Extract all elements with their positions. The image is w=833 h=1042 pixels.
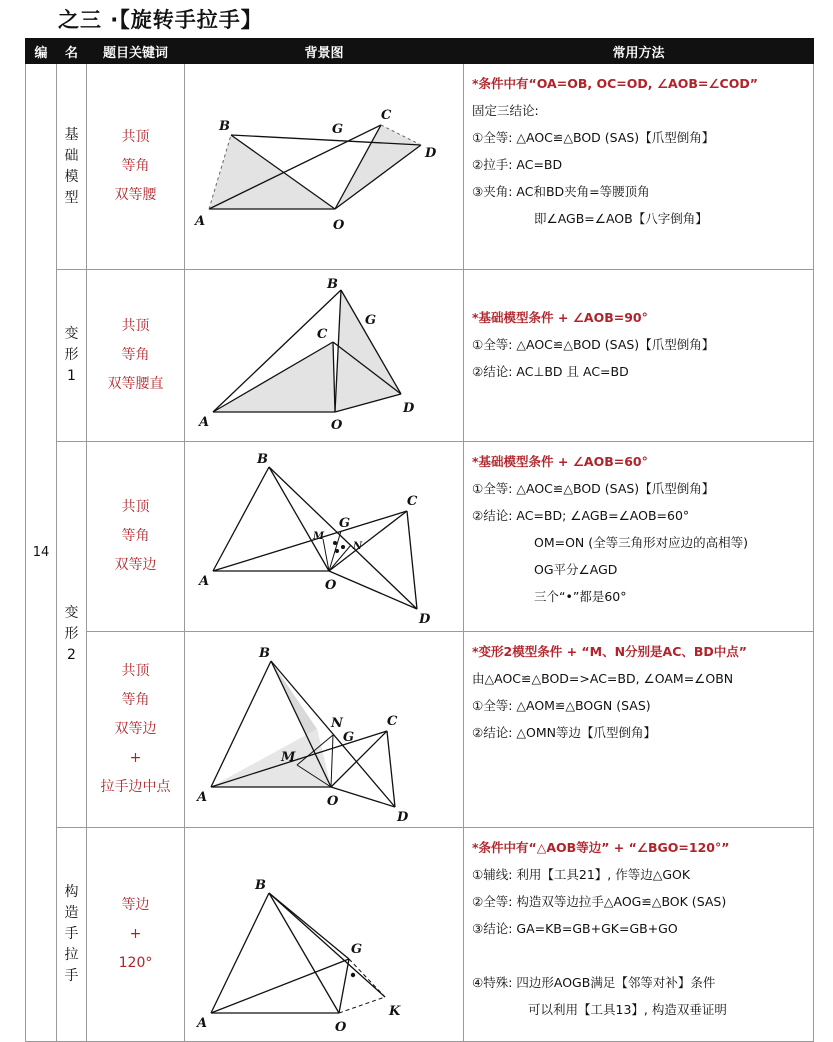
label-D: D xyxy=(425,145,437,161)
label-G: G xyxy=(365,312,377,328)
table-row xyxy=(26,632,814,828)
method-construct: *条件中有“△AOB等边” + “∠BGO=120°” ①辅线: 利用【工具21】, 作等边△GOK ②全等: 构造双等边拉手△AOG≌△BOK (SAS) ③结论: GA=KB=GB+GK=GB+GO ④特殊: 四边形AOGB满足【邻等对补】条件 可以利用【工具13】, 构造双垂证明 xyxy=(464,828,814,1042)
method-variant-2-midpoint: *变形2模型条件 + “M、N分别是AC、BD中点” 由△AOC≌△BOD=>AC=BD, ∠OAM=∠OBN ①全等: △AOM≌△BOGN (SAS) ②结论: △OMN等边【爪型倒角】 xyxy=(464,632,814,828)
table-row xyxy=(26,442,814,632)
row-keywords: 共顶 等角 双等边 xyxy=(87,442,185,632)
label-D: D xyxy=(419,611,431,627)
construct-diagram xyxy=(189,835,459,1035)
method-basic-model: *条件中有“OA=OB, OC=OD, ∠AOB=∠COD” 固定三结论: ①全等: △AOC≌△BOD (SAS)【爪型倒角】 ②拉手: AC=BD ③夹角: AC和BD夹角=等腰顶角 即∠AGB=∠AOB【八字倒角】 xyxy=(464,64,814,270)
table-row xyxy=(26,828,814,1042)
label-D: D xyxy=(403,400,415,416)
label-O: O xyxy=(325,577,337,593)
figure-variant-2 xyxy=(185,442,464,632)
variant-1-diagram xyxy=(189,276,459,436)
header-num: 编 xyxy=(26,39,57,64)
label-C: C xyxy=(381,107,392,123)
label-A: A xyxy=(199,573,210,589)
figure-construct xyxy=(185,828,464,1042)
method-variant-1: *基础模型条件 + ∠AOB=90° ①全等: △AOC≌△BOD (SAS)【爪型倒角】 ②结论: AC⊥BD 且 AC=BD xyxy=(464,270,814,442)
label-O: O xyxy=(335,1019,347,1035)
row-name: 变 形 1 xyxy=(57,270,87,442)
model-table xyxy=(25,38,814,1042)
figure-variant-2-midpoint xyxy=(185,632,464,828)
variant-2-diagram xyxy=(189,447,459,627)
label-C: C xyxy=(407,493,418,509)
label-A: A xyxy=(197,1015,208,1031)
label-A: A xyxy=(199,414,210,430)
label-B: B xyxy=(327,276,338,292)
header-method: 常用方法 xyxy=(464,39,814,64)
row-keywords: 等边 + 120° xyxy=(87,828,185,1042)
page-title: 之三 ·【旋转手拉手】 xyxy=(58,8,263,32)
label-N: N xyxy=(353,540,363,552)
method-variant-2: *基础模型条件 + ∠AOB=60° ①全等: △AOC≌△BOD (SAS)【爪型倒角】 ②结论: AC=BD; ∠AGB=∠AOB=60° OM=ON (全等三角形对应边的高相等) OG平分∠AGD 三个“•”都是60° xyxy=(464,442,814,632)
row-keywords: 共顶 等角 双等腰直 xyxy=(87,270,185,442)
row-name: 构 造 手 拉 手 xyxy=(57,828,87,1042)
label-K: K xyxy=(389,1003,401,1019)
label-G: G xyxy=(343,729,355,745)
label-C: C xyxy=(317,326,328,342)
row-number: 14 xyxy=(26,64,57,1042)
label-A: A xyxy=(195,213,206,229)
figure-basic-model xyxy=(185,64,464,270)
construct-point-labels xyxy=(195,878,401,1035)
label-N: N xyxy=(331,715,343,731)
label-M: M xyxy=(281,749,296,765)
label-O: O xyxy=(331,417,343,433)
label-G: G xyxy=(332,121,344,137)
label-G: G xyxy=(351,941,363,957)
label-D: D xyxy=(397,809,409,823)
table-header-row xyxy=(26,39,814,64)
table-row xyxy=(26,64,814,270)
row-name: 变 形 2 xyxy=(57,442,87,828)
figure-variant-1 xyxy=(185,270,464,442)
variant-2-midpoint-diagram xyxy=(189,637,459,823)
label-O: O xyxy=(333,217,345,233)
label-B: B xyxy=(257,451,268,467)
label-O: O xyxy=(327,793,339,809)
row-keywords: 共顶 等角 双等边 + 拉手边中点 xyxy=(87,632,185,828)
label-M: M xyxy=(313,530,325,542)
label-B: B xyxy=(219,118,230,134)
row-name: 基 础 模 型 xyxy=(57,64,87,270)
label-B: B xyxy=(259,645,270,661)
variant-2-point-labels xyxy=(197,452,431,627)
header-figure: 背景图 xyxy=(185,39,464,64)
label-A: A xyxy=(197,789,208,805)
label-B: B xyxy=(255,877,266,893)
header-name: 名 xyxy=(57,39,87,64)
table-row xyxy=(26,270,814,442)
row-keywords: 共顶 等角 双等腰 xyxy=(87,64,185,270)
basic-model-diagram xyxy=(189,97,459,237)
label-C: C xyxy=(387,713,398,729)
label-G: G xyxy=(339,515,351,531)
header-keywords: 题目关键词 xyxy=(87,39,185,64)
